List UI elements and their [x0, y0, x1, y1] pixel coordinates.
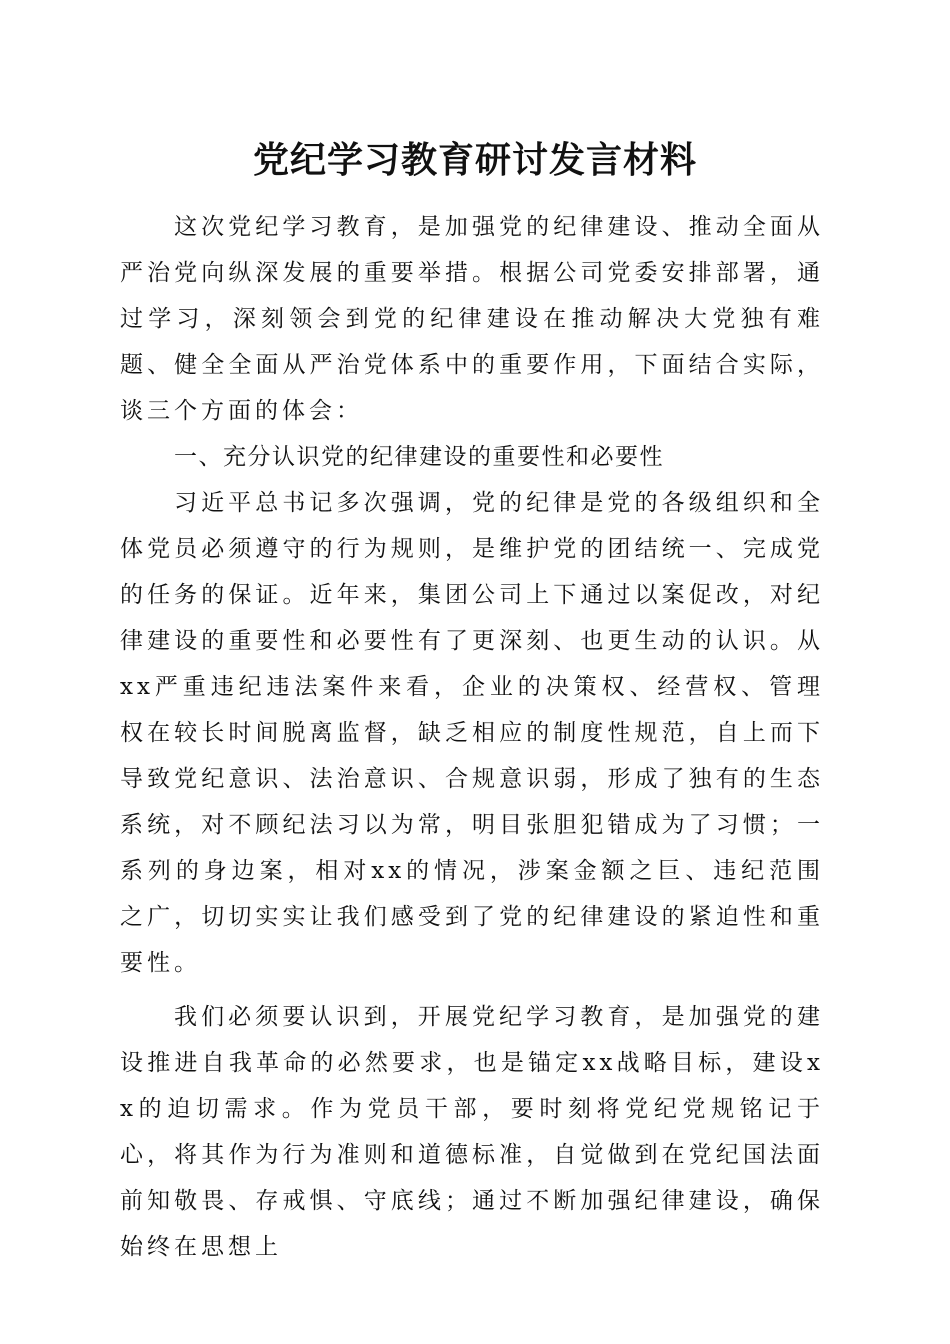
intro-paragraph: 这次党纪学习教育，是加强党的纪律建设、推动全面从严治党向纵深发展的重要举措。根据公司党委安排部署，通过学习，深刻领会到党的纪律建设在推动解决大党独有难题、健全全面从严治党体系中的重要作用，下面结合实际，谈三个方面的体会：	[120, 214, 824, 424]
section-heading: 一、充分认识党的纪律建设的重要性和必要性	[174, 444, 664, 470]
page-title: 党纪学习教育研讨发言材料	[252, 139, 697, 181]
body-paragraph: 我们必须要认识到，开展党纪学习教育，是加强党的建设推进自我革命的必然要求，也是锚定xx战略目标，建设xx的迫切需求。作为党员干部，要时刻将党纪党规铭记于心，将其作为行为准则和道德标准，自觉做到在党纪国法面前知敬畏、存戒惧、守底线；通过不断加强纪律建设，确保始终在思想上	[120, 1004, 824, 1260]
document-body	[120, 204, 824, 1270]
body-paragraph: 习近平总书记多次强调，党的纪律是党的各级组织和全体党员必须遵守的行为规则，是维护党的团结统一、完成党的任务的保证。近年来，集团公司上下通过以案促改，对纪律建设的重要性和必要性有了更深刻、也更生动的认识。从xx严重违纪违法案件来看，企业的决策权、经营权、管理权在较长时间脱离监督，缺乏相应的制度性规范，自上而下导致党纪意识、法治意识、合规意识弱，形成了独有的生态系统，对不顾纪法习以为常，明目张胆犯错成为了习惯；一系列的身边案，相对xx的情况，涉案金额之巨、违纪范围之广，切切实实让我们感受到了党的纪律建设的紧迫性和重要性。	[120, 490, 824, 976]
